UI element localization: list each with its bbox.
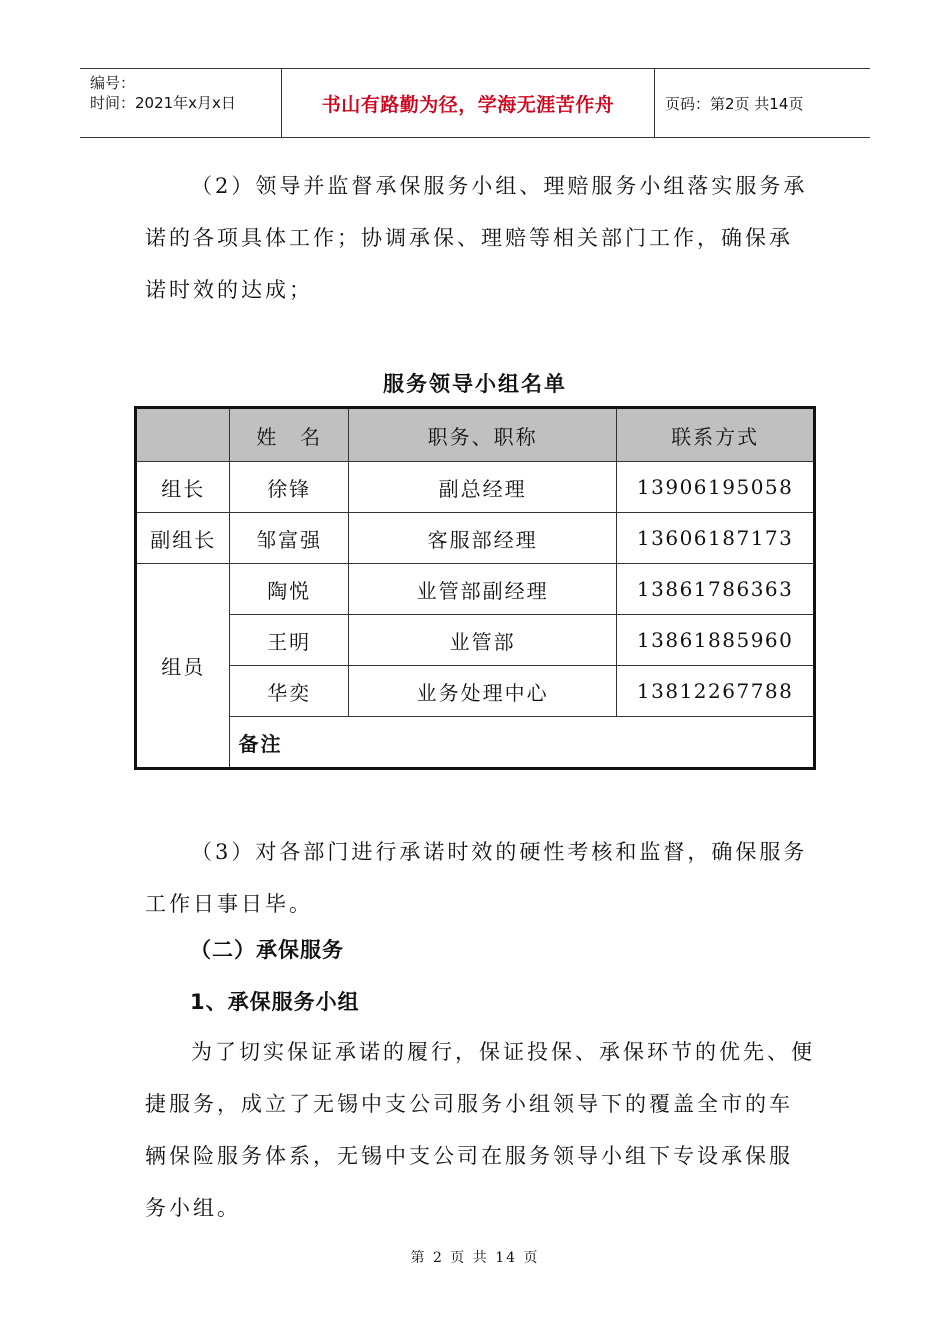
title-cell: 业管部 <box>348 615 616 666</box>
table-row <box>136 513 815 564</box>
phone-cell: 13812267788 <box>617 666 815 717</box>
page-header <box>80 68 870 138</box>
role-cell: 副组长 <box>136 513 230 564</box>
page-footer: 第 2 页 共 14 页 <box>410 1250 540 1266</box>
title-cell: 业务处理中心 <box>348 666 616 717</box>
phone-cell: 13906195058 <box>617 462 815 513</box>
table-caption: 服务领导小组名单 <box>383 372 567 396</box>
table-header-cell: 职务、职称 <box>348 408 616 462</box>
name-cell: 王明 <box>230 615 348 666</box>
header-meta <box>80 69 282 137</box>
table-row <box>136 666 815 717</box>
header-motto: 书山有路勤为径，学海无涯苦作舟 <box>282 69 655 137</box>
table-header-cell: 姓 名 <box>230 408 348 462</box>
leadership-table <box>134 406 816 770</box>
table-row <box>136 564 815 615</box>
role-cell: 组长 <box>136 462 230 513</box>
paragraph-4: 为了切实保证承诺的履行，保证投保、承保环节的优先、便捷服务，成立了无锡中支公司服务小组领导下的覆盖全市的车辆保险服务体系，无锡中支公司在服务领导小组下专设承保服务小组。 <box>145 1040 815 1220</box>
name-cell: 陶悦 <box>230 564 348 615</box>
table-row <box>136 462 815 513</box>
name-cell: 邹富强 <box>230 513 348 564</box>
title-cell: 客服部经理 <box>348 513 616 564</box>
name-cell: 华奕 <box>230 666 348 717</box>
phone-cell: 13861885960 <box>617 615 815 666</box>
header-number: 编号： <box>90 74 136 92</box>
phone-cell: 13606187173 <box>617 513 815 564</box>
table-note-row <box>136 717 815 769</box>
table-header-cell <box>136 408 230 462</box>
table-header-cell: 联系方式 <box>617 408 815 462</box>
title-cell: 副总经理 <box>348 462 616 513</box>
note-label: 备注 <box>230 717 815 769</box>
title-cell: 业管部副经理 <box>348 564 616 615</box>
paragraph-3: （3）对各部门进行承诺时效的硬性考核和监督，确保服务工作日事日毕。 <box>145 840 808 916</box>
phone-cell: 13861786363 <box>617 564 815 615</box>
table-row <box>136 615 815 666</box>
role-cell: 组员 <box>136 564 230 769</box>
subsection-heading: 1、承保服务小组 <box>190 990 360 1014</box>
section-heading: （二）承保服务 <box>190 938 344 962</box>
name-cell: 徐锋 <box>230 462 348 513</box>
header-page-info: 页码：第2页 共14页 <box>665 94 804 113</box>
header-time: 时间：2021年x月x日 <box>90 94 236 112</box>
paragraph-2: （2）领导并监督承保服务小组、理赔服务小组落实服务承诺的各项具体工作；协调承保、理赔等相关部门工作，确保承诺时效的达成； <box>145 174 808 302</box>
table-header-row <box>136 408 815 462</box>
